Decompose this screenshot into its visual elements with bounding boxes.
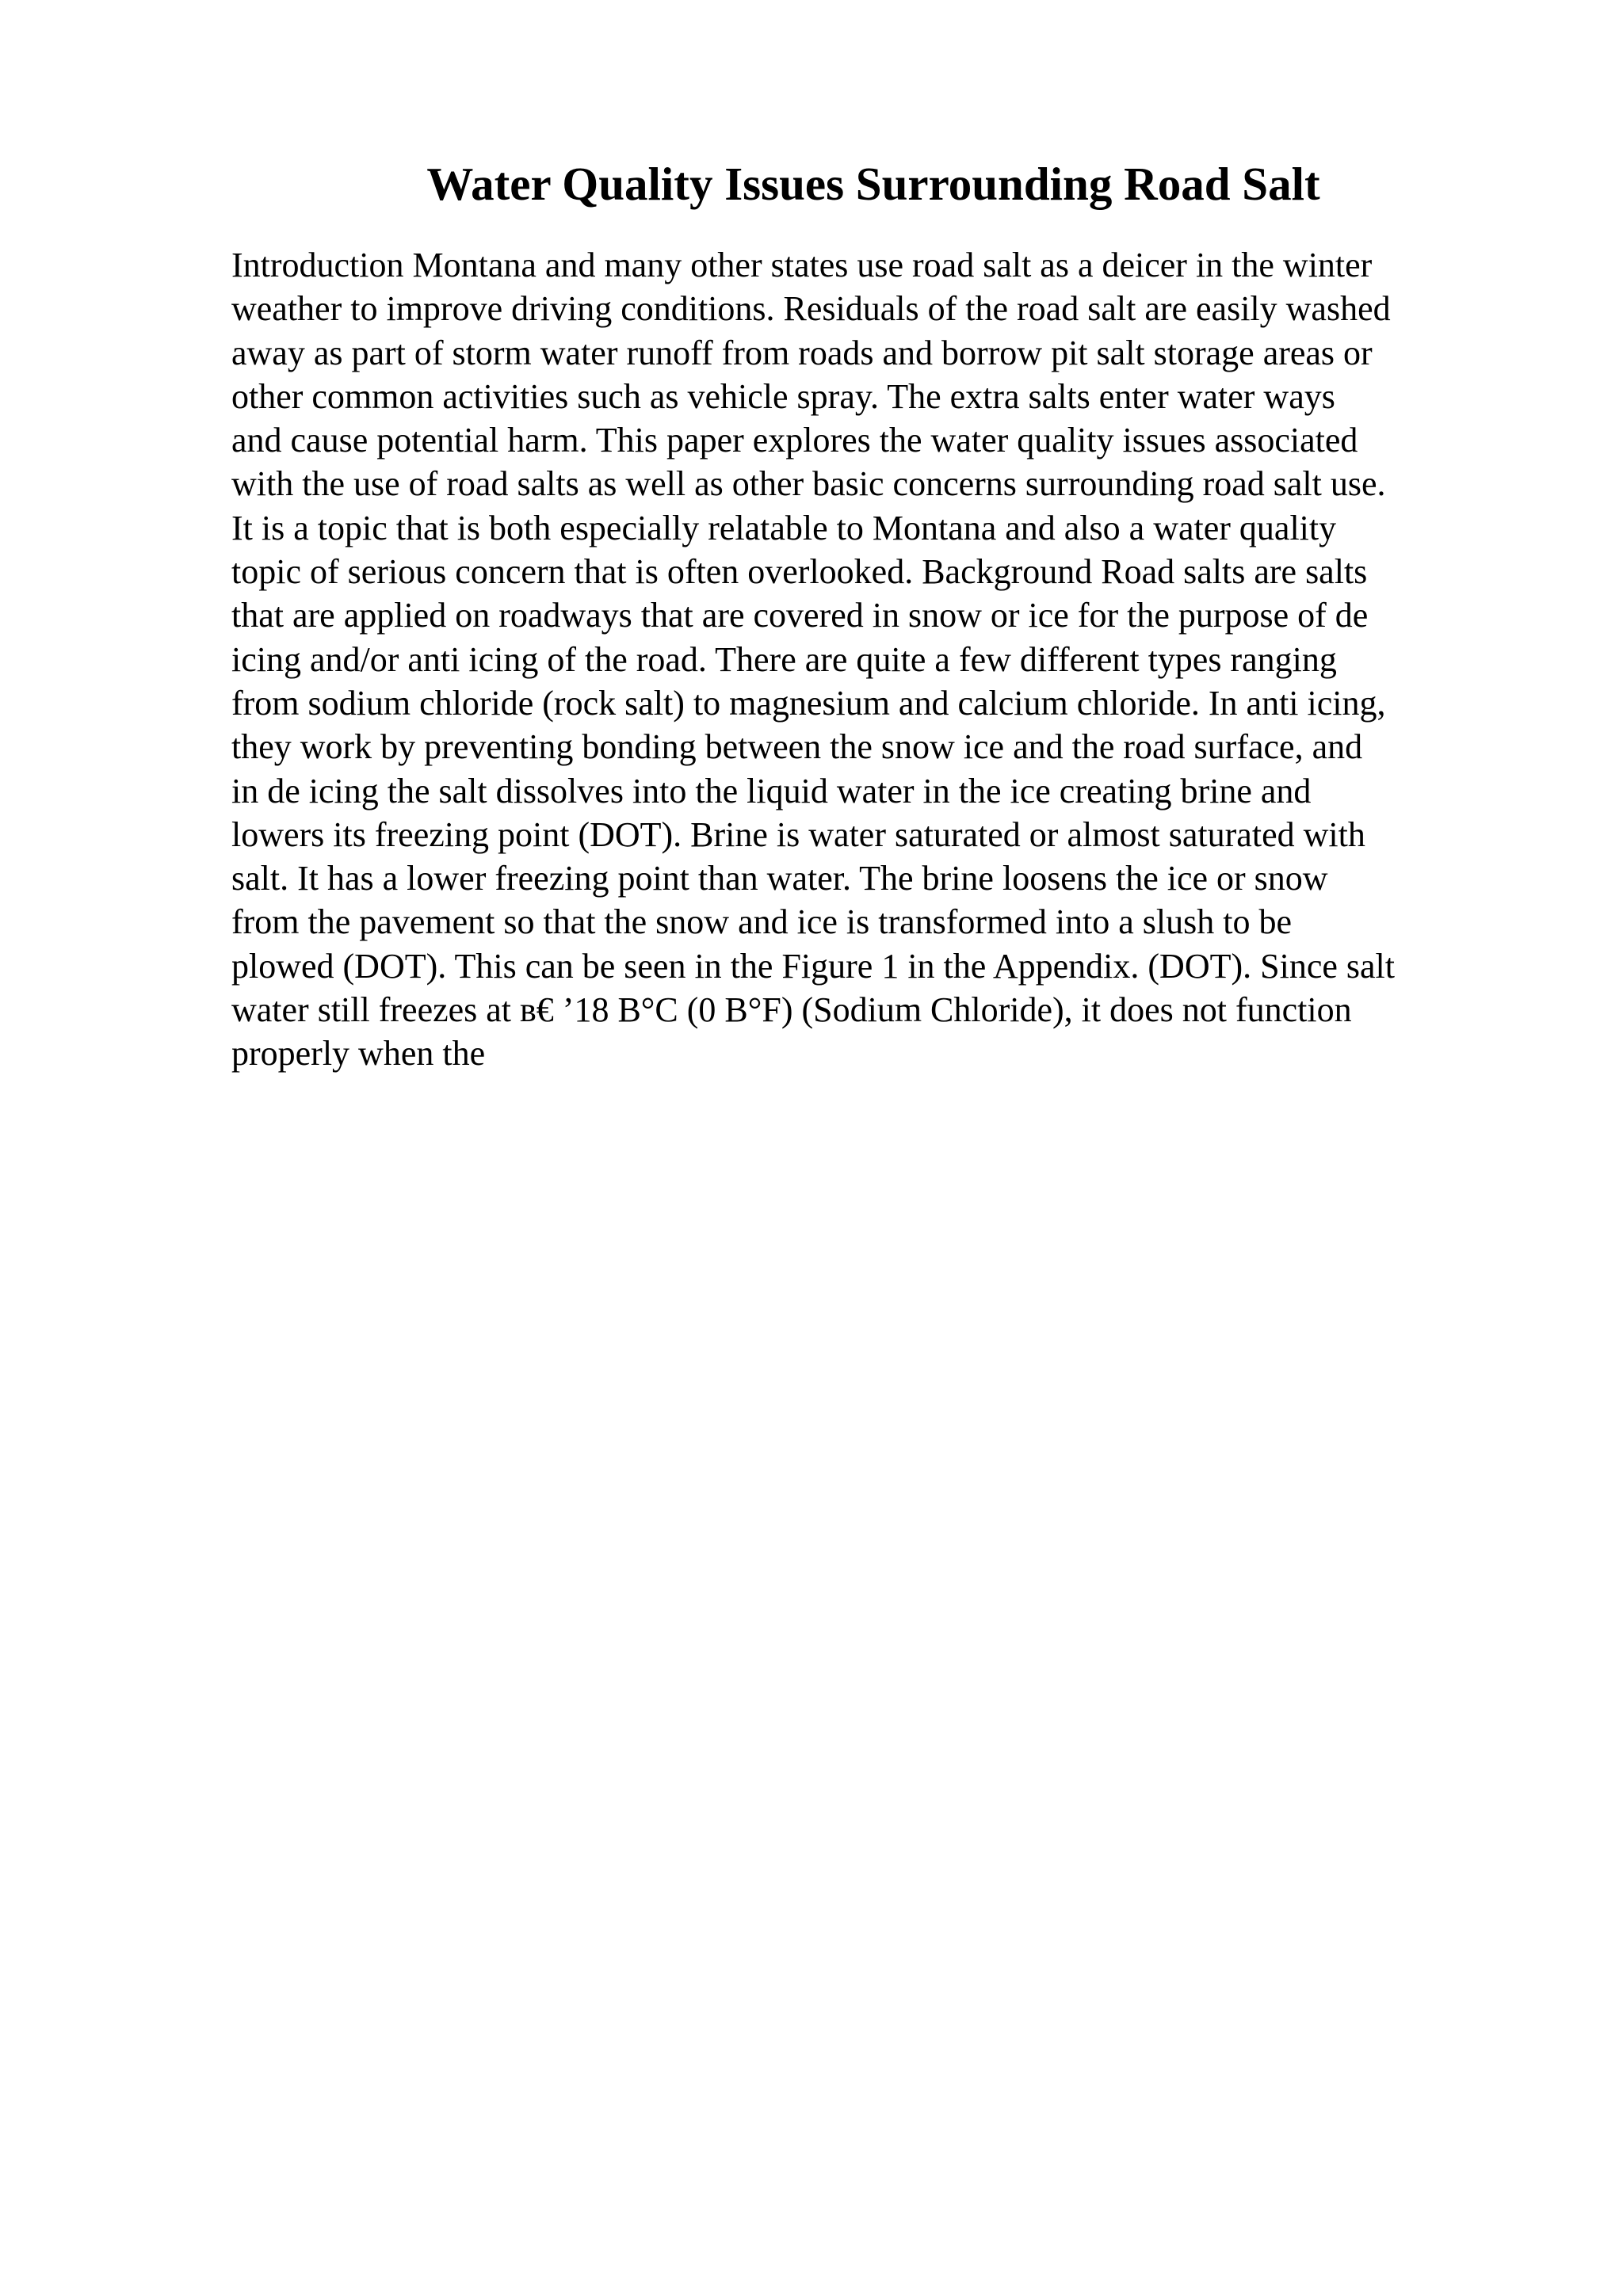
body-line: lowers its freezing point (DOT). Brine is water saturated or almost saturated with (231, 814, 1365, 854)
body-line: that are applied on roadways that are covered in snow or ice for the purpose of de (231, 596, 1369, 635)
body-line: from sodium chloride (rock salt) to magnesium and calcium chloride. In anti icing, (231, 683, 1386, 723)
body-line: water still freezes at в€ ’18 В°C (0 В°F) (Sodium Chloride), it does not function (231, 990, 1352, 1030)
body-line: with the use of road salts as well as other basic concerns surrounding road salt use. (231, 464, 1386, 504)
document-body (231, 243, 1499, 1076)
body-line: weather to improve driving conditions. Residuals of the road salt are easily washed (231, 289, 1391, 329)
body-line: icing and/or anti icing of the road. There are quite a few different types ranging (231, 639, 1337, 679)
body-line: It is a topic that is both especially relatable to Montana and also a water quality (231, 508, 1337, 547)
body-line: they work by preventing bonding between the snow ice and the road surface, and (231, 727, 1363, 767)
body-line: properly when the (231, 1034, 486, 1074)
document-title: Water Quality Issues Surrounding Road Salt (426, 158, 1320, 210)
body-line: other common activities such as vehicle spray. The extra salts enter water ways (231, 376, 1335, 416)
body-line: in de icing the salt dissolves into the liquid water in the ice creating brine and (231, 771, 1312, 810)
body-line: plowed (DOT). This can be seen in the Figure 1 in the Appendix. (DOT). Since salt (231, 946, 1395, 986)
body-line: from the pavement so that the snow and ice is transformed into a slush to be (231, 902, 1293, 942)
body-line: topic of serious concern that is often overlooked. Background Road salts are salts (231, 552, 1368, 592)
body-line: Introduction Montana and many other states use road salt as a deicer in the winter (231, 246, 1373, 284)
body-line: salt. It has a lower freezing point than water. The brine loosens the ice or snow (231, 859, 1328, 898)
body-line: and cause potential harm. This paper explores the water quality issues associated (231, 421, 1358, 460)
body-line: away as part of storm water runoff from roads and borrow pit salt storage areas or (231, 333, 1373, 372)
